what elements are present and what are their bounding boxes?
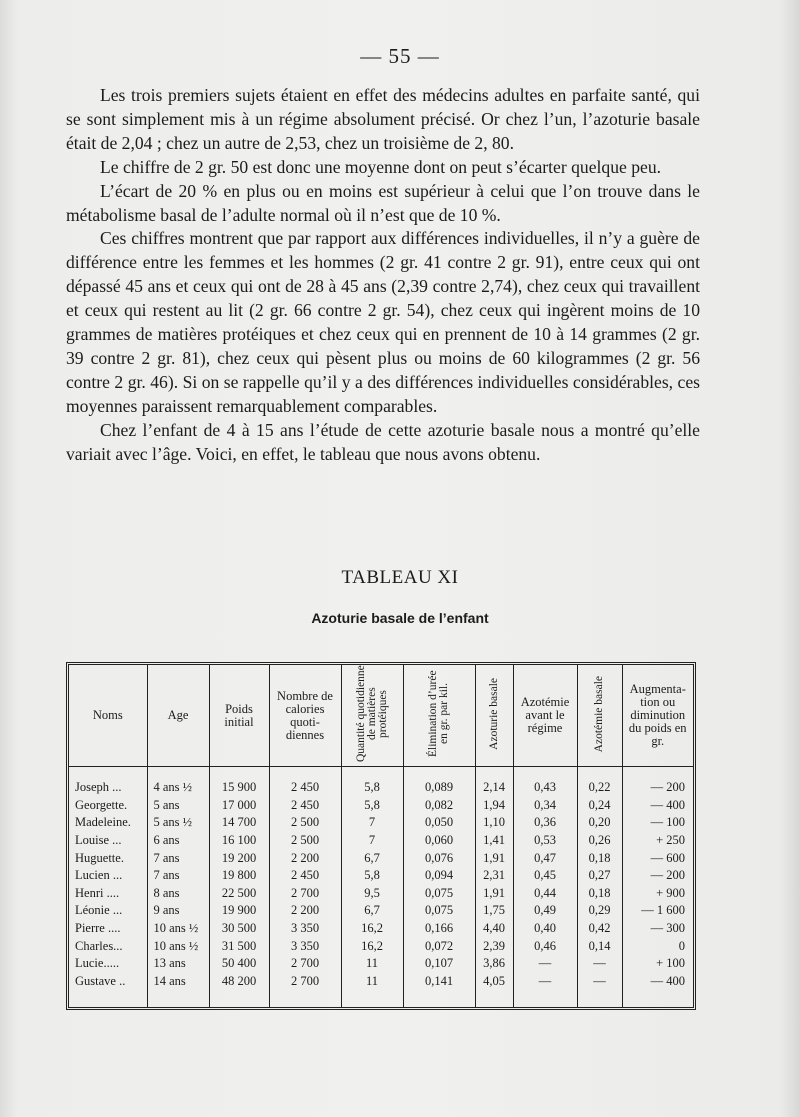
paragraph: Chez l’enfant de 4 à 15 ans l’étude de cette azoturie basale nous a montré qu’elle variait avec l’âge. Voici, en effet, le tableau que nous avons obtenu.	[66, 419, 700, 464]
cell-nom: Louise ...	[75, 833, 122, 848]
cell-azotemie-basale: 0,24	[577, 797, 622, 815]
cell-azoturie: 3,86	[475, 955, 513, 973]
cell-age: 10 ans ½	[147, 920, 209, 938]
cell-elimination: 0,094	[403, 867, 475, 885]
cell-calories: 2 450	[269, 867, 341, 885]
cell-elimination: 0,089	[403, 767, 475, 797]
cell-nom: Joseph ...	[75, 780, 122, 795]
cell-elimination: 0,141	[403, 973, 475, 991]
cell-azotemie-basale: 0,18	[577, 885, 622, 903]
cell-variation: 0	[622, 937, 693, 955]
cell-variation: — 400	[622, 797, 693, 815]
paragraph: Le chiffre de 2 gr. 50 est donc une moyenne dont on peut s’écarter quelque peu.	[100, 156, 662, 177]
cell-poids: 15 900	[209, 767, 269, 797]
cell-azotemie-basale: 0,18	[577, 849, 622, 867]
cell-azoturie: 1,10	[475, 814, 513, 832]
cell-proteines: 9,5	[341, 885, 403, 903]
cell-azotemie-basale: 0,26	[577, 832, 622, 850]
cell-elimination: 0,060	[403, 832, 475, 850]
spacer-cell	[622, 990, 693, 1007]
cell-poids: 48 200	[209, 973, 269, 991]
spacer-cell	[513, 990, 577, 1007]
cell-azotemie-avant: 0,40	[513, 920, 577, 938]
cell-calories: 2 450	[269, 797, 341, 815]
cell-elimination: 0,050	[403, 814, 475, 832]
cell-calories: 2 700	[269, 955, 341, 973]
cell-poids: 22 500	[209, 885, 269, 903]
cell-azotemie-avant: 0,46	[513, 937, 577, 955]
page-number: — 55 —	[360, 44, 440, 68]
cell-age: 14 ans	[147, 973, 209, 991]
cell-age: 5 ans ½	[147, 814, 209, 832]
cell-azotemie-basale: 0,20	[577, 814, 622, 832]
body-text	[66, 84, 700, 467]
cell-poids: 31 500	[209, 937, 269, 955]
header-proteines-label: Quantité quotidienne de matières protéiques	[354, 665, 389, 763]
cell-azoturie: 1,75	[475, 902, 513, 920]
cell-age: 10 ans ½	[147, 937, 209, 955]
cell-calories: 2 200	[269, 902, 341, 920]
cell-elimination: 0,072	[403, 937, 475, 955]
cell-azotemie-avant: 0,34	[513, 797, 577, 815]
cell-calories: 2 500	[269, 814, 341, 832]
cell-nom: Madeleine.	[75, 815, 131, 830]
cell-age: 5 ans	[147, 797, 209, 815]
header-calories: Nombre de calories quoti-diennes	[269, 665, 341, 767]
paragraph: L’écart de 20 % en plus ou en moins est supérieur à celui que l’on trouve dans le métabolisme basal de l’adulte normal où il n’est que de 10 %.	[66, 180, 700, 225]
data-table	[69, 665, 693, 1007]
cell-azoturie: 1,94	[475, 797, 513, 815]
header-age: Age	[147, 665, 209, 767]
cell-nom: Lucien ...	[75, 868, 123, 883]
cell-proteines: 6,7	[341, 902, 403, 920]
cell-azotemie-avant: 0,36	[513, 814, 577, 832]
cell-azotemie-avant: 0,45	[513, 867, 577, 885]
header-azotemie-basale	[577, 665, 622, 767]
table-row	[69, 832, 693, 850]
cell-poids: 30 500	[209, 920, 269, 938]
data-table-frame	[66, 662, 696, 1010]
table-row	[69, 920, 693, 938]
header-azotemie-avant: Azotémie avant le régime	[513, 665, 577, 767]
cell-proteines: 11	[341, 955, 403, 973]
table-subtitle: Azoturie basale de l’enfant	[311, 610, 489, 626]
cell-azotemie-avant: 0,49	[513, 902, 577, 920]
cell-variation: — 400	[622, 973, 693, 991]
cell-nom: Pierre ....	[75, 921, 121, 936]
cell-variation: — 1 600	[622, 902, 693, 920]
table-row	[69, 937, 693, 955]
cell-age: 7 ans	[147, 867, 209, 885]
cell-azoturie: 4,40	[475, 920, 513, 938]
cell-nom: Henri ....	[75, 885, 120, 900]
table-row	[69, 814, 693, 832]
cell-calories: 2 450	[269, 767, 341, 797]
cell-azotemie-basale: 0,42	[577, 920, 622, 938]
cell-elimination: 0,075	[403, 902, 475, 920]
table-row	[69, 973, 693, 991]
cell-calories: 2 500	[269, 832, 341, 850]
cell-age: 8 ans	[147, 885, 209, 903]
cell-variation: — 100	[622, 814, 693, 832]
cell-azoturie: 2,39	[475, 937, 513, 955]
header-elimination-label: Élimination d’urée en gr. par kil.	[427, 670, 450, 758]
paragraph: Les trois premiers sujets étaient en effet des médecins adultes en parfaite santé, qui se sont simplement mis à un régime absolument précisé. Or chez l’un, l’azoturie basale était de 2,04 ; chez un autre de 2,53, chez un troisième de 2, 80.	[66, 85, 700, 153]
header-azoturie	[475, 665, 513, 767]
cell-nom: Lucie.....	[75, 956, 120, 971]
spacer-cell	[577, 990, 622, 1007]
cell-proteines: 7	[341, 814, 403, 832]
cell-elimination: 0,082	[403, 797, 475, 815]
header-elimination	[403, 665, 475, 767]
cell-proteines: 6,7	[341, 849, 403, 867]
table-row	[69, 867, 693, 885]
cell-calories: 3 350	[269, 920, 341, 938]
cell-azoturie: 2,31	[475, 867, 513, 885]
cell-proteines: 16,2	[341, 937, 403, 955]
table-title: TABLEAU XI	[341, 567, 459, 588]
cell-age: 4 ans ½	[147, 767, 209, 797]
cell-azotemie-basale: 0,27	[577, 867, 622, 885]
cell-azotemie-avant: 0,47	[513, 849, 577, 867]
cell-calories: 2 700	[269, 885, 341, 903]
cell-azotemie-avant: 0,43	[513, 767, 577, 797]
cell-poids: 14 700	[209, 814, 269, 832]
header-azotemie-basale-label: Azotémie basale	[593, 675, 605, 753]
header-proteines	[341, 665, 403, 767]
cell-calories: 2 700	[269, 973, 341, 991]
cell-variation: — 600	[622, 849, 693, 867]
cell-age: 7 ans	[147, 849, 209, 867]
cell-azoturie: 1,91	[475, 885, 513, 903]
spacer-cell	[403, 990, 475, 1007]
cell-proteines: 5,8	[341, 867, 403, 885]
cell-variation: — 200	[622, 767, 693, 797]
table-row	[69, 849, 693, 867]
cell-poids: 50 400	[209, 955, 269, 973]
cell-poids: 19 200	[209, 849, 269, 867]
cell-azotemie-basale: 0,29	[577, 902, 622, 920]
cell-azotemie-avant: 0,53	[513, 832, 577, 850]
cell-azotemie-basale: —	[577, 955, 622, 973]
cell-elimination: 0,166	[403, 920, 475, 938]
table-body	[69, 767, 693, 1008]
cell-poids: 17 000	[209, 797, 269, 815]
spacer-cell	[147, 990, 209, 1007]
cell-proteines: 5,8	[341, 767, 403, 797]
cell-azotemie-avant: —	[513, 973, 577, 991]
cell-age: 13 ans	[147, 955, 209, 973]
cell-variation: + 250	[622, 832, 693, 850]
cell-azoturie: 1,91	[475, 849, 513, 867]
cell-proteines: 7	[341, 832, 403, 850]
cell-poids: 16 100	[209, 832, 269, 850]
cell-variation: — 200	[622, 867, 693, 885]
cell-nom: Georgette.	[75, 797, 128, 812]
cell-azotemie-basale: —	[577, 973, 622, 991]
cell-age: 9 ans	[147, 902, 209, 920]
header-poids: Poids initial	[209, 665, 269, 767]
cell-azotemie-basale: 0,14	[577, 937, 622, 955]
cell-nom: Gustave ..	[75, 973, 126, 988]
cell-azotemie-avant: 0,44	[513, 885, 577, 903]
cell-azoturie: 2,14	[475, 767, 513, 797]
cell-age: 6 ans	[147, 832, 209, 850]
cell-nom: Huguette.	[75, 850, 124, 865]
paragraph: Ces chiffres montrent que par rapport aux différences individuelles, il n’y a guère de différence entre les femmes et les hommes (2 gr. 41 contre 2 gr. 91), entre ceux qui ont dépassé 45 ans et ceux qui ont de 28 à 45 ans (2,39 contre 2,74), chez ceux qui travaillent et ceux qui restent au lit (2 gr. 66 contre 2 gr. 54), chez ceux qui ingèrent moins de 10 grammes de matières protéiques et chez ceux qui en prennent de 10 à 14 grammes (2 gr. 39 contre 2 gr. 81), chez ceux qui pèsent plus ou moins de 60 kilogrammes (2 gr. 56 contre 2 gr. 46). Si on se rappelle qu’il y a des différences individuelles considérables, ces moyennes paraissent remarquablement comparables.	[66, 228, 700, 416]
table-row	[69, 767, 693, 797]
cell-variation: + 100	[622, 955, 693, 973]
spacer-cell	[69, 990, 147, 1007]
table-header-row	[69, 665, 693, 767]
cell-variation: + 900	[622, 885, 693, 903]
cell-nom: Charles...	[75, 938, 123, 953]
table-row	[69, 902, 693, 920]
cell-poids: 19 800	[209, 867, 269, 885]
spacer-cell	[209, 990, 269, 1007]
cell-calories: 3 350	[269, 937, 341, 955]
cell-azotemie-avant: —	[513, 955, 577, 973]
cell-proteines: 11	[341, 973, 403, 991]
cell-azoturie: 1,41	[475, 832, 513, 850]
spacer-cell	[475, 990, 513, 1007]
cell-azoturie: 4,05	[475, 973, 513, 991]
cell-elimination: 0,107	[403, 955, 475, 973]
cell-proteines: 16,2	[341, 920, 403, 938]
cell-variation: — 300	[622, 920, 693, 938]
header-augmentation: Augmenta-tion ou diminution du poids en gr.	[622, 665, 693, 767]
header-noms: Noms	[69, 665, 147, 767]
cell-elimination: 0,076	[403, 849, 475, 867]
cell-proteines: 5,8	[341, 797, 403, 815]
table-row	[69, 885, 693, 903]
cell-poids: 19 900	[209, 902, 269, 920]
header-azoturie-label: Azoturie basale	[487, 678, 500, 750]
cell-elimination: 0,075	[403, 885, 475, 903]
table-row	[69, 955, 693, 973]
cell-azotemie-basale: 0,22	[577, 767, 622, 797]
table-row	[69, 797, 693, 815]
spacer-cell	[269, 990, 341, 1007]
table-spacer-row	[69, 990, 693, 1007]
spacer-cell	[341, 990, 403, 1007]
cell-calories: 2 200	[269, 849, 341, 867]
cell-nom: Léonie ...	[75, 903, 123, 918]
